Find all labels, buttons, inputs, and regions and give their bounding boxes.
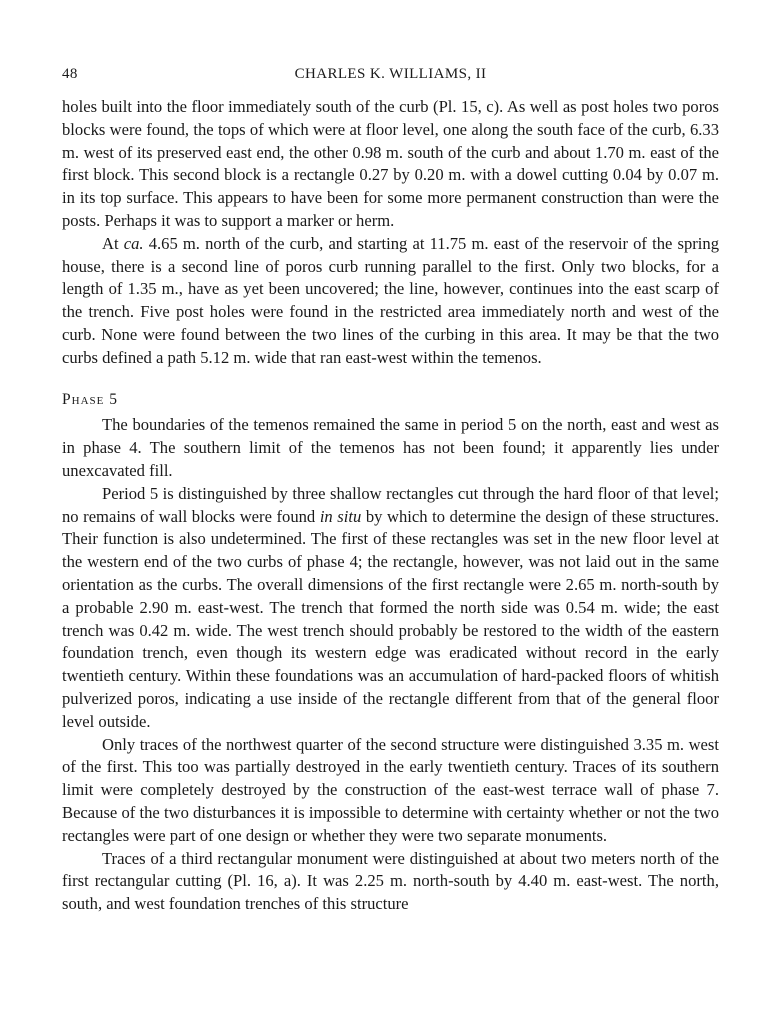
page-number: 48	[62, 66, 78, 82]
paragraph-5: Only traces of the northwest quarter of the second structure were distinguished 3.35 m. west of the first. This too was partially destroyed in the early twentieth century. Traces of its southern limit were completely destroyed by the construction of the east-west terrace wall of phase 7. Because of the two disturbances it is impossible to determine with certainty whether or not the two rectangles were part of one design or whether they were two separate monuments.	[62, 734, 719, 845]
document-page	[62, 62, 719, 916]
running-title: CHARLES K. WILLIAMS, II	[294, 66, 487, 82]
italic-in-situ: in situ	[319, 506, 362, 526]
italic-ca: ca.	[123, 233, 144, 253]
paragraph-6: Traces of a third rectangular monument were distinguished at about two meters north of the first rectangular cutting (Pl. 16, a). It was 2.25 m. north-south by 4.40 m. east-west. The north, south, and west foundation trenches of this structure	[62, 848, 719, 914]
running-head	[62, 62, 719, 88]
paragraph-2: At ca. 4.65 m. north of the curb, and starting at 11.75 m. east of the reservoir of the spring house, there is a second line of poros curb running parallel to the first. Only two blocks, for a length of 1.35 m., have as yet been uncovered; the line, however, continues into the east scarp of the trench. Five post holes were found in the restricted area immediately north and west of the curb. None were found between the two lines of the curbing in this area. It may be that the two curbs defined a path 5.12 m. wide that ran east-west within the temenos.	[62, 233, 719, 367]
section-heading: Phase 5	[62, 390, 118, 408]
paragraph-3: The boundaries of the temenos remained the same in period 5 on the north, east and west as in phase 4. The southern limit of the temenos has not been found; it apparently lies under unexcavated fill.	[62, 415, 719, 480]
paragraph-4: Period 5 is distinguished by three shallow rectangles cut through the hard floor of that level; no remains of wall blocks were found in situ by which to determine the design of these structures. Their function is also undetermined. The first of these rectangles was set in the new floor level at the western end of the two curbs of phase 4; the rectangle, however, was not laid out in the same orientation as the curbs. The overall dimensions of the first rectangle were 2.65 m. north-south by a probable 2.90 m. east-west. The trench that formed the north side was 0.54 m. wide; the east trench was 0.42 m. wide. The west trench should probably be restored to the width of the eastern foundation trench, even though its western edge was eradicated without record in the early twentieth century. Within these foundations was an accumulation of hard-packed floors of whitish pulverized poros, indicating a use inside of the rectangle different from that of the general floor level outside.	[62, 483, 720, 731]
paragraph-1: holes built into the floor immediately south of the curb (Pl. 15, c). As well as post holes two poros blocks were found, the tops of which were at floor level, one along the south face of the curb, 6.33 m. west of its preserved east end, the other 0.98 m. south of the curb and about 1.70 m. east of the first block. This second block is a rectangle 0.27 by 0.20 m. with a dowel cutting 0.04 by 0.07 m. in its top surface. This appears to have been for some more permanent construction than were the posts. Perhaps it was to support a marker or herm.	[62, 97, 719, 230]
